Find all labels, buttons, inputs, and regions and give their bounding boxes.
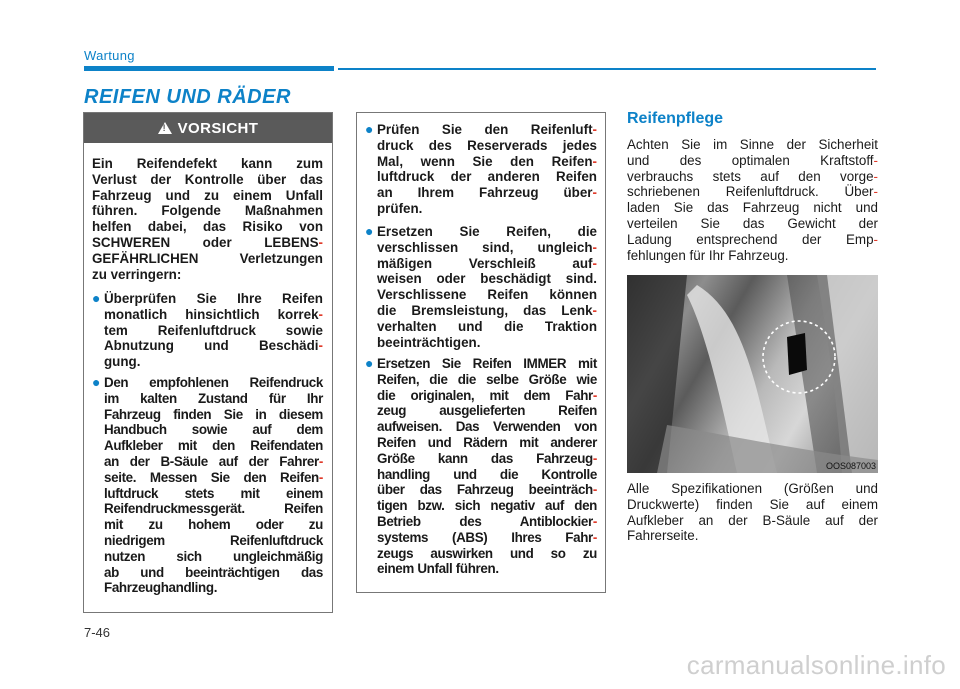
text-line: an der B-Säule auf der Fahrer- <box>104 453 323 469</box>
caution-header <box>84 113 332 143</box>
text-line: beeinträchtigen. <box>377 334 481 350</box>
text-line: Fahrzeug und zu einem Unfall <box>92 187 323 203</box>
text-line: helfen dabei, das Risiko von <box>92 219 323 235</box>
text-line: Ladung entsprechend der Emp- <box>627 231 878 247</box>
text-line: tem Reifenluftdruck sowie <box>104 322 323 338</box>
text-line: Handbuch sowie auf dem <box>104 422 323 438</box>
page-number: 7-46 <box>84 625 111 640</box>
text-line: einem Unfall führen. <box>377 561 499 577</box>
text-line: systems (ABS) Ihres Fahr- <box>377 529 597 545</box>
text-line: prüfen. <box>377 200 423 216</box>
text-line: druck des Reserverads jedes <box>377 137 597 153</box>
text-line: Reifen und Rädern mit anderer <box>377 434 597 450</box>
text-line: die Bremsleistung, das Lenk- <box>377 302 597 318</box>
text-line: Abnutzung und Beschädi- <box>104 338 323 354</box>
continued-bullet-1 <box>365 121 597 217</box>
warning-triangle-icon <box>158 122 172 134</box>
text-line: Den empfohlenen Reifendruck <box>104 375 323 390</box>
text-line: Größe kann das Fahrzeug- <box>377 450 597 466</box>
text-line: laden Sie das Fahrzeug nicht und <box>627 200 878 216</box>
b-pillar-label-photo <box>627 275 878 473</box>
text-line: Alle Spezifikationen (Größen und <box>627 481 878 496</box>
watermark: carmanualsonline.info <box>686 650 946 680</box>
text-line: monatlich hinsichtlich korrek- <box>104 306 323 322</box>
text-line: Überprüfen Sie Ihre Reifen <box>104 291 323 306</box>
text-line: Betrieb des Antiblockier- <box>377 513 597 529</box>
text-line: Verlust der Kontrolle über das <box>92 171 323 187</box>
caution-bullet-1 <box>92 290 323 370</box>
text-line: verhalten und die Traktion <box>377 318 597 334</box>
text-line: Achten Sie im Sinne der Sicherheit <box>627 137 878 152</box>
text-line: Druckwerte) finden Sie auf einem <box>627 496 878 512</box>
text-line: mit zu hohem oder zu <box>104 517 323 533</box>
caution-label: VORSICHT <box>177 119 259 137</box>
text-line: verbrauchs stets auf den vorge- <box>627 168 878 184</box>
text-line: und des optimalen Kraftstoff- <box>627 152 878 168</box>
header-rule-thin <box>338 68 876 70</box>
text-line: schriebenen Reifenluftdruck. Über- <box>627 184 878 200</box>
bullet-dot-icon: ● <box>365 223 374 239</box>
spec-paragraph <box>627 481 878 544</box>
caution-box-continued <box>356 112 606 593</box>
text-line: Prüfen Sie den Reifenluft- <box>377 122 597 137</box>
tire-care-paragraph <box>627 137 878 263</box>
text-line: Aufkleber mit den Reifendaten <box>104 438 323 454</box>
text-line: Aufkleber an der B-Säule auf der <box>627 512 878 528</box>
text-line: die originalen, mit dem Fahr- <box>377 387 597 403</box>
text-line: im kalten Zustand für Ihr <box>104 390 323 406</box>
text-line: Ersetzen Sie Reifen, die <box>377 224 597 239</box>
section-label: Wartung <box>84 48 135 63</box>
caution-intro <box>92 156 323 282</box>
text-line: führen. Folgende Maßnahmen <box>92 203 323 219</box>
text-line: SCHWEREN oder LEBENS- <box>92 234 323 250</box>
text-line: Fahrzeug finden Sie in diesem <box>104 406 323 422</box>
bullet-dot-icon: ● <box>365 355 374 371</box>
photo-illustration <box>627 275 878 473</box>
text-line: nutzen sich ungleichmäßig <box>104 548 323 564</box>
text-line: über das Fahrzeug beeinträch- <box>377 482 597 498</box>
text-line: aufweisen. Das Verwenden von <box>377 419 597 435</box>
caution-box <box>83 112 333 613</box>
bullet-dot-icon: ● <box>365 121 374 137</box>
text-line: luftdruck stets mit einem <box>104 485 323 501</box>
caution-bullet-2 <box>92 374 323 596</box>
text-line: weisen oder beschädigt sind. <box>377 271 597 287</box>
chapter-title: REIFEN UND RÄDER <box>84 86 291 108</box>
bullet-dot-icon: ● <box>92 290 101 306</box>
continued-bullet-3 <box>365 355 597 577</box>
header-rule-thick <box>84 66 334 71</box>
text-line: zu verringern: <box>92 266 182 282</box>
text-line: gung. <box>104 354 141 370</box>
text-line: seite. Messen Sie den Reifen- <box>104 469 323 485</box>
text-line: niedrigem Reifenluftdruck <box>104 532 323 548</box>
text-line: verschlissen sind, ungleich- <box>377 239 597 255</box>
text-line: Fahrerseite. <box>627 528 699 544</box>
text-line: zeug ausgelieferten Reifen <box>377 403 597 419</box>
text-line: Ein Reifendefekt kann zum <box>92 156 323 171</box>
text-line: ab und beeinträchtigen das <box>104 564 323 580</box>
text-line: Verschlissene Reifen können <box>377 287 597 303</box>
text-line: Ersetzen Sie Reifen IMMER mit <box>377 356 597 371</box>
text-line: an Ihrem Fahrzeug über- <box>377 185 597 201</box>
bullet-dot-icon: ● <box>92 374 101 390</box>
photo-code: OOS087003 <box>825 461 876 471</box>
text-line: handling und die Kontrolle <box>377 466 597 482</box>
text-line: GEFÄHRLICHEN Verletzungen <box>92 250 323 266</box>
text-line: Mal, wenn Sie den Reifen- <box>377 153 597 169</box>
text-line: zeugs auswirken und so zu <box>377 545 597 561</box>
text-line: Reifendruckmessgerät. Reifen <box>104 501 323 517</box>
subheading: Reifenpflege <box>627 110 724 127</box>
text-line: fehlungen für Ihr Fahrzeug. <box>627 247 789 263</box>
text-line: mäßigen Verschleiß auf- <box>377 255 597 271</box>
continued-bullet-2 <box>365 223 597 350</box>
text-line: tigen bzw. sich negativ auf den <box>377 498 597 514</box>
text-line: Reifen, die die selbe Größe wie <box>377 371 597 387</box>
text-line: Fahrzeughandling. <box>104 580 218 596</box>
text-line: luftdruck der anderen Reifen <box>377 169 597 185</box>
text-line: verteilen Sie das Gewicht der <box>627 215 878 231</box>
